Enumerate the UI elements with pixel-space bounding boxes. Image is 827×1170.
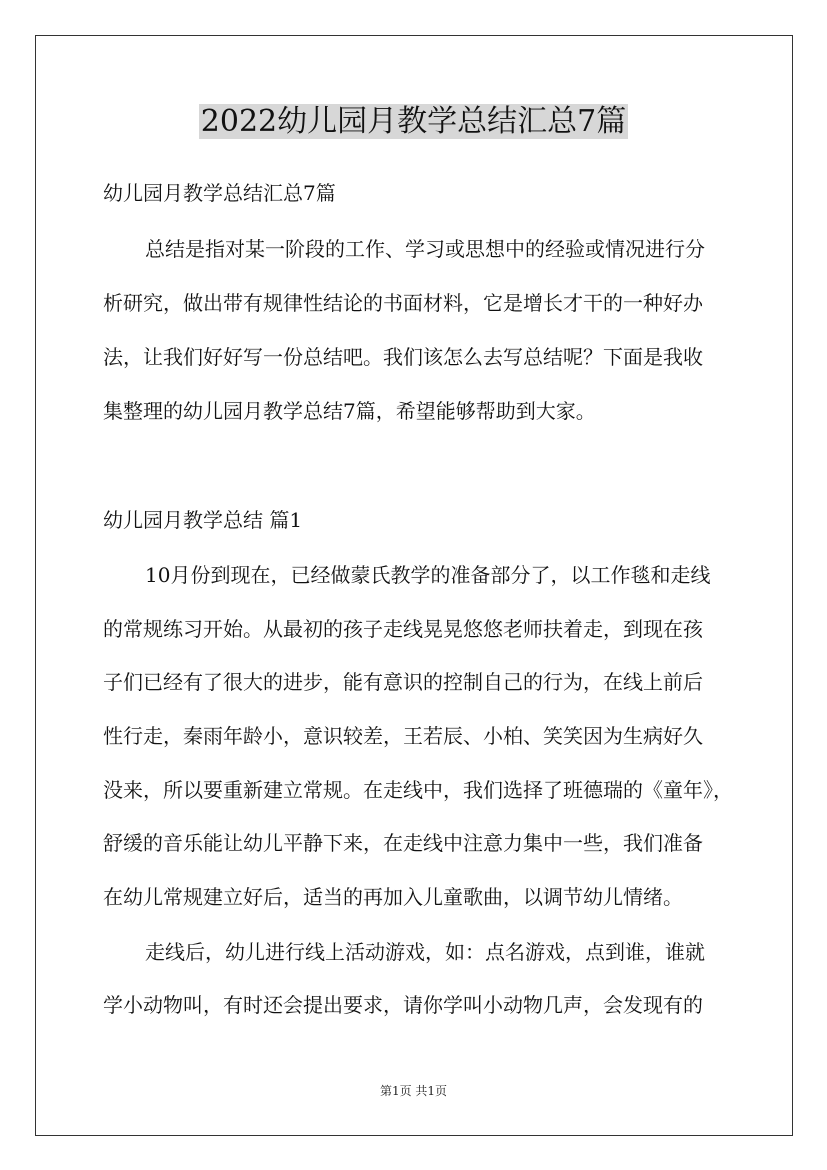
- section-heading: 幼儿园月教学总结 篇1: [103, 508, 303, 532]
- paragraph-line: 的常规练习开始。从最初的孩子走线晃晃悠悠老师扶着走，到现在孩: [103, 617, 703, 641]
- paragraph-line: 学小动物叫，有时还会提出要求，请你学叫小动物几声，会发现有的: [103, 993, 703, 1017]
- page-footer: 第1页 共1页: [379, 1084, 448, 1098]
- paragraph-line: 性行走，秦雨年龄小，意识较差，王若辰、小柏、笑笑因为生病好久: [103, 724, 703, 748]
- paragraph-line: 没来，所以要重新建立常规。在走线中，我们选择了班德瑞的《童年》，: [103, 778, 733, 802]
- paragraph-line: 在幼儿常规建立好后，适当的再加入儿童歌曲，以调节幼儿情绪。: [103, 885, 683, 909]
- paragraph-line: 10月份到现在，已经做蒙氏教学的准备部分了，以工作毯和走线: [145, 563, 711, 587]
- document-subtitle: 幼儿园月教学总结汇总7篇: [103, 181, 336, 205]
- intro-line: 法，让我们好好写一份总结吧。我们该怎么去写总结呢？下面是我收: [103, 345, 703, 369]
- document-title-text: 2022幼儿园月教学总结汇总7篇: [200, 104, 627, 139]
- paragraph-line: 走线后，幼儿进行线上活动游戏，如：点名游戏，点到谁，谁就: [145, 940, 705, 964]
- intro-line: 集整理的幼儿园月教学总结7篇，希望能够帮助到大家。: [103, 399, 596, 423]
- document-title: [0, 100, 827, 144]
- paragraph-line: 子们已经有了很大的进步，能有意识的控制自己的行为，在线上前后: [103, 670, 703, 694]
- paragraph-line: 舒缓的音乐能让幼儿平静下来，在走线中注意力集中一些，我们准备: [103, 831, 703, 855]
- intro-line: 析研究，做出带有规律性结论的书面材料，它是增长才干的一种好办: [103, 291, 703, 315]
- intro-line: 总结是指对某一阶段的工作、学习或思想中的经验或情况进行分: [145, 237, 705, 261]
